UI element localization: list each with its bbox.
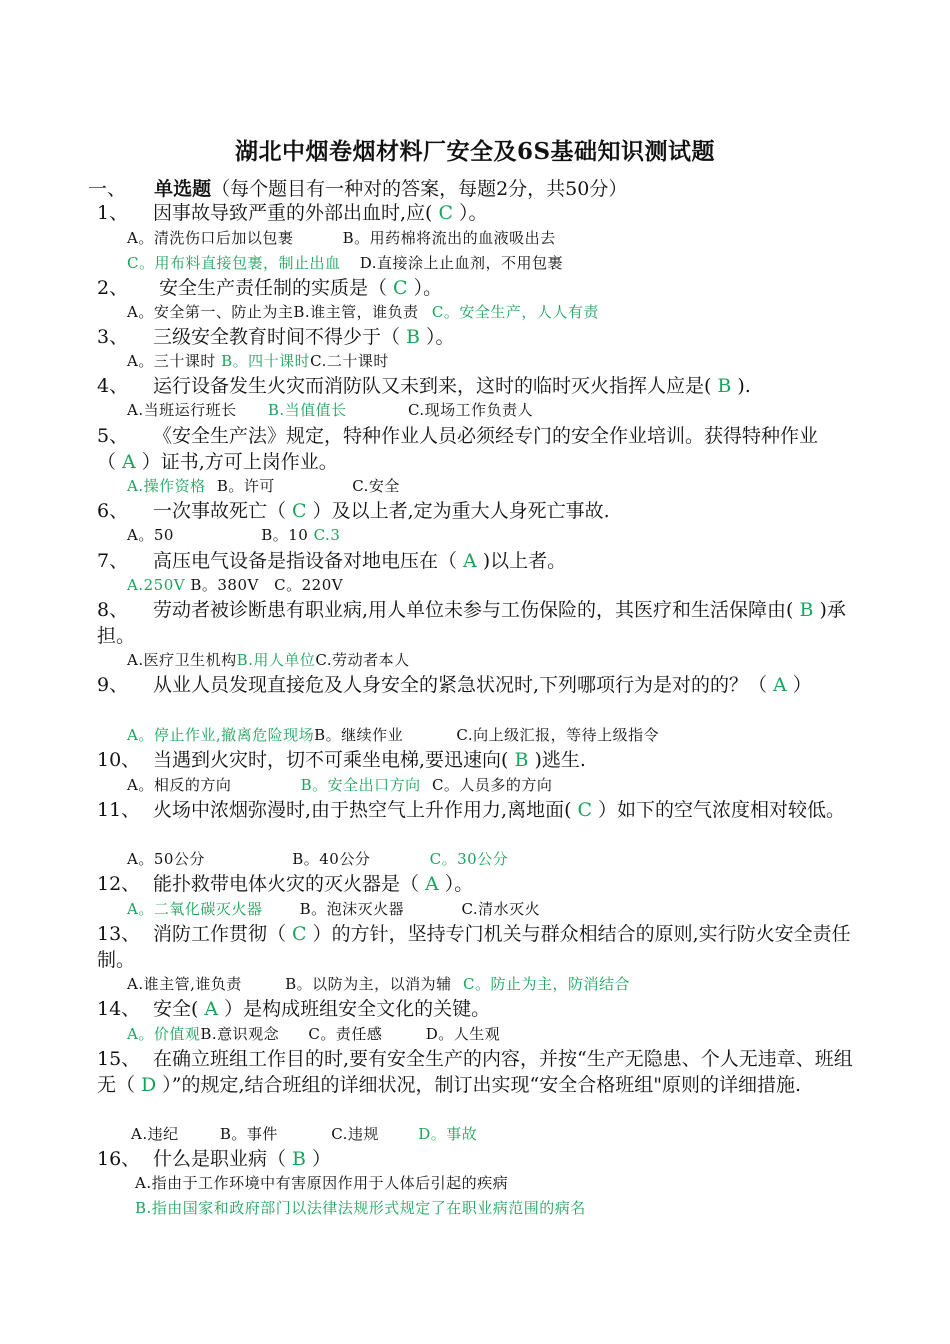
- question-13: 13、 消防工作贯彻（ C ）的方针，坚持专门机关与群众相结合的原则,实行防火安全责任制。: [97, 923, 851, 971]
- option-16b: B.指由国家和政府部门以法律法规形式规定了在职业病范围的病名: [135, 1199, 586, 1217]
- question-6: 6、 一次事故死亡（ C ）及以上者,定为重大人身死亡事故.: [97, 500, 610, 522]
- question-12: 12、 能扑救带电体火灾的灭火器是（ A ）。: [97, 873, 474, 895]
- question-2: 2、 安全生产责任制的实质是（ C ）。: [97, 277, 443, 299]
- question-10: 10、 当遇到火灾时，切不可乘坐电梯,要迅速向( B )逃生.: [97, 749, 586, 771]
- options-7: A.250V B。380V C。220V: [127, 576, 344, 594]
- options-14: A。价值观B.意识观念 C。责任感 D。人生观: [127, 1025, 501, 1043]
- options-3: A。三十课时 B。四十课时C.二十课时: [127, 352, 389, 370]
- options-11: A。50公分 B。40公分 C。30公分: [127, 850, 509, 868]
- options-6: A。50 B。10 C.3: [127, 526, 341, 544]
- question-16: 16、 什么是职业病（ B ）: [97, 1148, 331, 1170]
- answer-7: A: [463, 550, 477, 572]
- question-14: 14、 安全( A ）是构成班组安全文化的关键。: [97, 998, 491, 1020]
- answer-2: C: [393, 277, 408, 299]
- answer-15: D: [141, 1074, 157, 1096]
- section-name: 单选题: [154, 178, 212, 200]
- question-4: 4、 运行设备发生火灾而消防队又未到来，这时的临时灭火指挥人应是( B ).: [97, 375, 751, 397]
- answer-9: A: [773, 674, 787, 696]
- options-5: A.操作资格 B。许可 C.安全: [127, 477, 400, 495]
- options-2: A。安全第一、防止为主B.谁主管，谁负责 C。安全生产，人人有责: [127, 303, 599, 321]
- question-7: 7、 高压电气设备是指设备对地电压在（ A )以上者。: [97, 550, 567, 572]
- answer-13: C: [292, 923, 307, 945]
- options-10: A。相反的方向 B。安全出口方向 C。人员多的方向: [127, 776, 553, 794]
- question-8: 8、 劳动者被诊断患有职业病,用人单位未参与工伤保险的，其医疗和生活保障由( B )承担。: [97, 599, 846, 647]
- answer-3: B: [406, 326, 420, 348]
- document-title: 湖北中烟卷烟材料厂安全及6S基础知识测试题: [234, 138, 716, 165]
- question-5: 5、 《安全生产法》规定，特种作业人员必须经专门的安全作业培训。获得特种作业（ A ）证书,方可上岗作业。: [97, 425, 819, 473]
- question-3: 3、 三级安全教育时间不得少于（ B ）。: [97, 326, 455, 348]
- options-13: A.谁主管,谁负责 B。以防为主，以消为辅 C。防止为主，防消结合: [127, 975, 630, 993]
- answer-16: B: [292, 1148, 306, 1170]
- options-8: A.医疗卫生机构B.用人单位C.劳动者本人: [127, 651, 410, 669]
- question-9: 9、 从业人员发现直接危及人身安全的紧急状况时,下列哪项行为是对的的？（ A ）: [97, 674, 812, 696]
- answer-10: B: [514, 749, 529, 771]
- answer-1: C: [438, 202, 453, 224]
- section-number: 一、: [88, 178, 127, 200]
- options-1b: C。用布料直接包裹，制止出血 D.直接涂上止血剂，不用包裹: [127, 254, 564, 272]
- question-11: 11、 火场中浓烟弥漫时,由于热空气上升作用力,离地面( C ）如下的空气浓度相对较低。: [97, 799, 846, 821]
- answer-14: A: [204, 998, 219, 1020]
- answer-8: B: [799, 599, 814, 621]
- answer-6: C: [292, 500, 307, 522]
- options-4: A.当班运行班长 B.当值值长 C.现场工作负责人: [127, 401, 534, 419]
- options-1a: A。清洗伤口后加以包裹 B。用药棉将流出的血液吸出去: [127, 229, 556, 247]
- options-9: A。停止作业,撤离危险现场B。继续作业 C.向上级汇报，等待上级指令: [127, 726, 660, 744]
- option-16a: A.指由于工作环境中有害原因作用于人体后引起的疾病: [135, 1174, 509, 1192]
- options-15: A.违纪 B。事件 C.违规 D。事故: [131, 1125, 478, 1143]
- section-note: （每个题目有一种对的答案，每题2分，共50分）: [211, 178, 628, 200]
- section-heading: [88, 174, 627, 201]
- question-15: 15、 在确立班组工作目的时,要有安全生产的内容，并按“生产无隐患、个人无违章、班组无（ D ）”的规定,结合班组的详细状况，制订出实现“安全合格班组"原则的详细措施.: [97, 1048, 853, 1096]
- answer-12: A: [425, 873, 439, 895]
- answer-5: A: [122, 451, 136, 473]
- question-1: 1、 因事故导致严重的外部出血时,应( C ）。: [97, 202, 488, 224]
- answer-4: B: [717, 375, 732, 397]
- answer-11: C: [577, 799, 593, 821]
- options-12: A。二氧化碳灭火器 B。泡沫灭火器 C.清水灭火: [127, 900, 541, 918]
